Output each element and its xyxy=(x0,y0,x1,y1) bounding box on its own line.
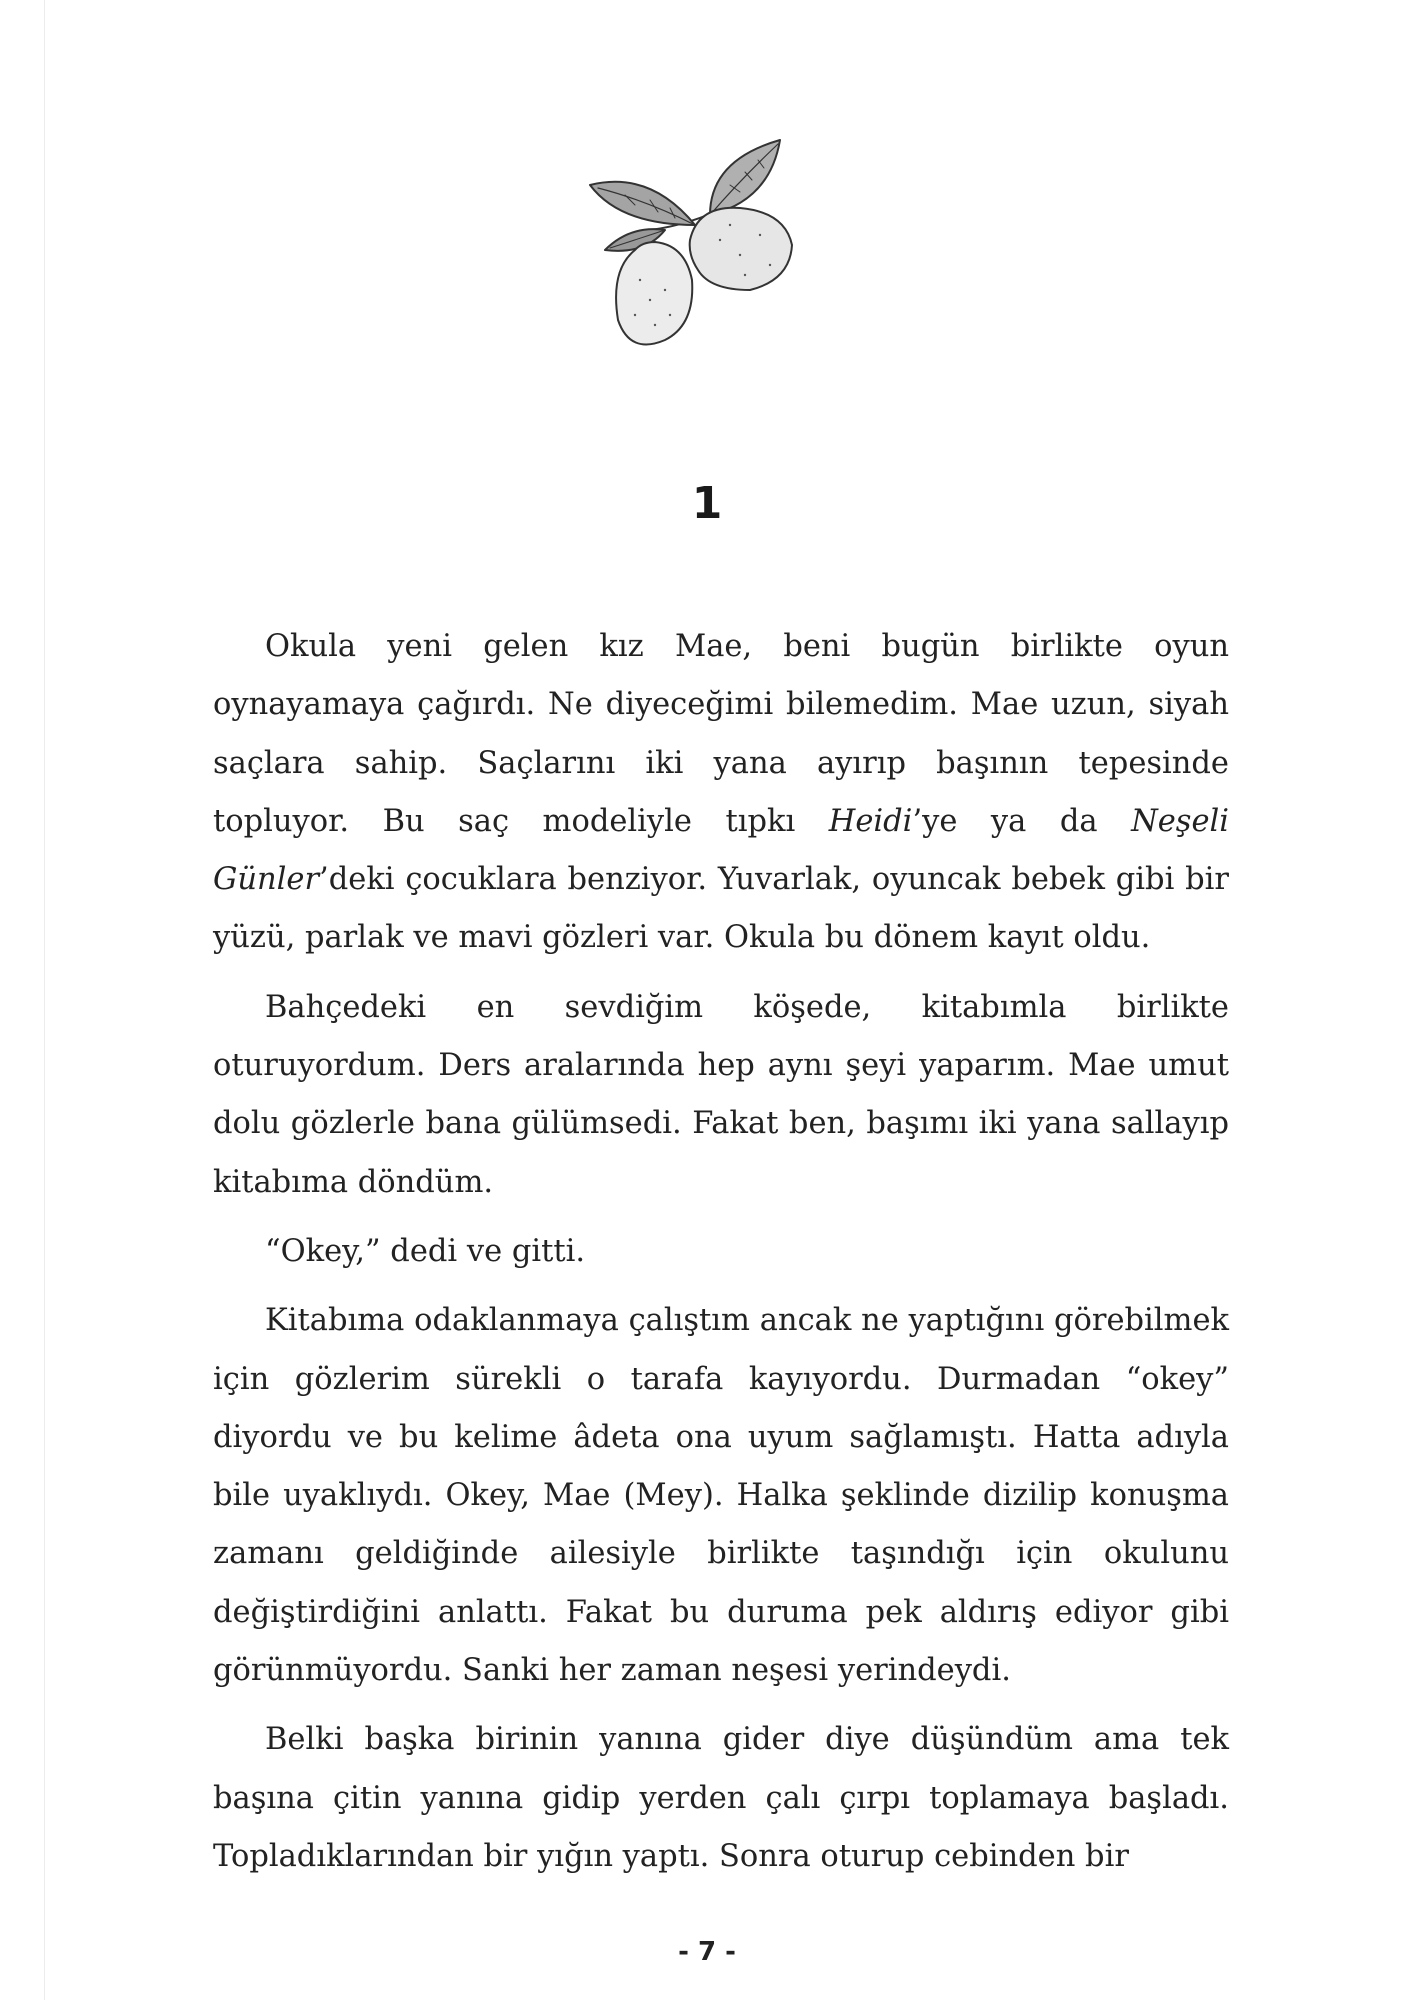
chapter-number: 1 xyxy=(691,478,723,529)
text-segment: “Okey,” dedi ve gitti. xyxy=(265,1233,586,1269)
page-number: - 7 - xyxy=(678,1937,736,1967)
text-segment: Okula yeni gelen kız Mae, beni bugün birlikte oyun oynayamaya çağırdı. Ne diyeceğimi bilemedim. Mae uzun, siyah saçlara sahip. Saçlarını iki yana ayırıp başının tepesinde topluyor. Bu saç modeliyle tıpkı xyxy=(213,629,1229,839)
lemon-branch-icon xyxy=(580,130,820,365)
chapter-body-text xyxy=(213,618,1229,1886)
italic-title: Heidi xyxy=(828,803,913,839)
paragraph xyxy=(213,618,1229,968)
text-segment: Bahçedeki en sevdiğim köşede, kitabımla birlikte oturuyordum. Ders aralarında hep aynı şeyi yaparım. Mae umut dolu gözlerle bana gülümsedi. Fakat ben, başımı iki yana sallayıp kitabıma döndüm. xyxy=(213,989,1229,1200)
italic-title: Neşeli Günler xyxy=(213,803,1230,898)
page-edge-line xyxy=(44,0,45,2000)
text-segment: Kitabıma odaklanmaya çalıştım ancak ne yaptığını görebilmek için gözlerim sürekli o tarafa kayıyordu. Durmadan “okey” diyordu ve bu kelime âdeta ona uyum sağlamıştı. Hatta adıyla bile uyaklıydı. Okey, Mae (Mey). Halka şeklinde dizilip konuşma zamanı geldiğinde ailesiyle birlikte taşındığı için okulunu değiştirdiğini anlattı. Fakat bu duruma pek aldırış ediyor gibi görünmüyordu. Sanki her zaman neşesi yerindeydi. xyxy=(213,1303,1229,1689)
paragraph xyxy=(213,1711,1229,1886)
text-segment: ’ye ya da xyxy=(912,803,1132,839)
paragraph xyxy=(213,1292,1229,1700)
paragraph xyxy=(213,979,1229,1212)
text-segment: Belki başka birinin yanına gider diye düşündüm ama tek başına çitin yanına gidip yerden çalı çırpı toplamaya başladı. Topladıklarından bir yığın yaptı. Sonra oturup cebinden bir xyxy=(213,1722,1229,1874)
text-segment: ’deki çocuklara benziyor. Yuvarlak, oyuncak bebek gibi bir yüzü, parlak ve mavi gözleri var. Okula bu dönem kayıt oldu. xyxy=(213,862,1229,956)
paragraph xyxy=(213,1223,1229,1281)
